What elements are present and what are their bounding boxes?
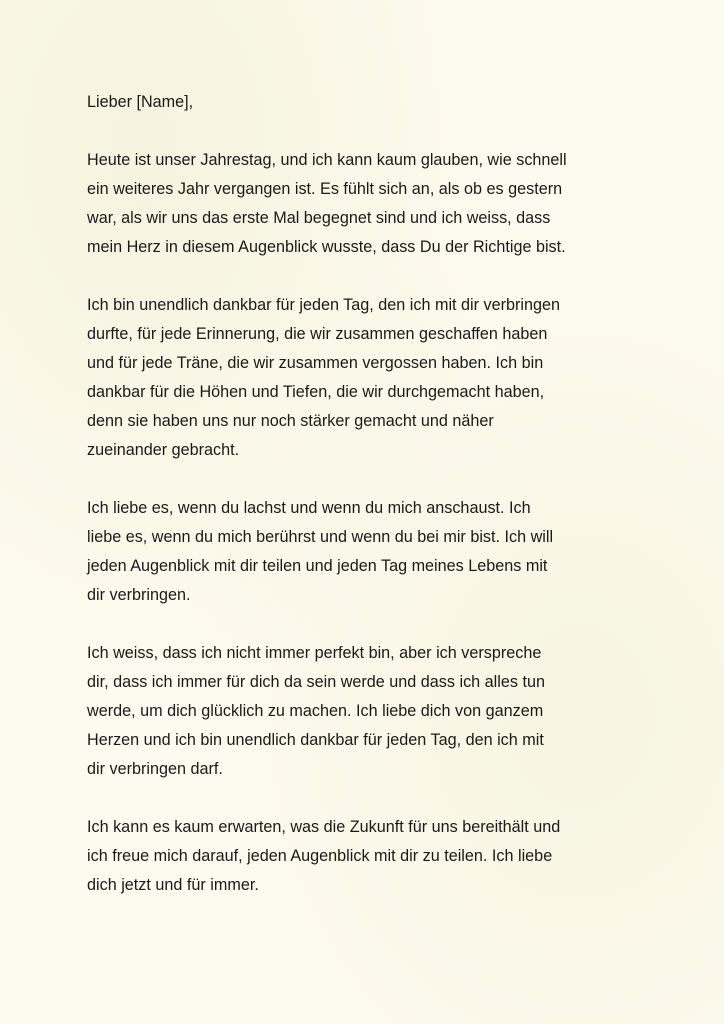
paragraph-line: dir verbringen darf. — [87, 760, 223, 778]
paragraph-gap — [87, 262, 647, 291]
paragraph-line: ein weiteres Jahr vergangen ist. Es fühlt sich an, als ob es gestern — [87, 180, 563, 198]
paragraph-line: war, als wir uns das erste Mal begegnet sind und ich weiss, dass — [87, 209, 551, 227]
paragraph-4 — [87, 639, 647, 784]
paragraph-gap — [87, 610, 647, 639]
paragraph-gap — [87, 465, 647, 494]
paragraph-line: Herzen und ich bin unendlich dankbar für jeden Tag, den ich mit — [87, 731, 544, 749]
paragraph-line: dich jetzt und für immer. — [87, 876, 259, 894]
paragraph-line: ich freue mich darauf, jeden Augenblick mit dir zu teilen. Ich liebe — [87, 847, 553, 865]
paragraph-gap — [87, 117, 647, 146]
paragraph-line: Ich weiss, dass ich nicht immer perfekt bin, aber ich verspreche — [87, 644, 542, 662]
letter-body — [87, 88, 647, 900]
paragraph-line: Ich kann es kaum erwarten, was die Zukunft für uns bereithält und — [87, 818, 561, 836]
paragraph-line: Ich bin unendlich dankbar für jeden Tag, den ich mit dir verbringen — [87, 296, 561, 314]
paragraph-1 — [87, 146, 647, 262]
paragraph-3 — [87, 494, 647, 610]
paragraph-line: jeden Augenblick mit dir teilen und jeden Tag meines Lebens mit — [87, 557, 548, 575]
paragraph-gap — [87, 784, 647, 813]
salutation: Lieber [Name], — [87, 93, 194, 111]
paragraph-line: Heute ist unser Jahrestag, und ich kann kaum glauben, wie schnell — [87, 151, 567, 169]
paragraph-line: zueinander gebracht. — [87, 441, 240, 459]
paragraph-line: durfte, für jede Erinnerung, die wir zusammen geschaffen haben — [87, 325, 548, 343]
paragraph-line: dir verbringen. — [87, 586, 191, 604]
paragraph-line: dankbar für die Höhen und Tiefen, die wir durchgemacht haben, — [87, 383, 545, 401]
paragraph-line: und für jede Träne, die wir zusammen vergossen haben. Ich bin — [87, 354, 544, 372]
paragraph-line: mein Herz in diesem Augenblick wusste, dass Du der Richtige bist. — [87, 238, 566, 256]
paragraph-2 — [87, 291, 647, 465]
paragraph-line: liebe es, wenn du mich berührst und wenn du bei mir bist. Ich will — [87, 528, 554, 546]
paragraph-line: Ich liebe es, wenn du lachst und wenn du mich anschaust. Ich — [87, 499, 531, 517]
paragraph-line: werde, um dich glücklich zu machen. Ich liebe dich von ganzem — [87, 702, 544, 720]
paragraph-line: dir, dass ich immer für dich da sein werde und dass ich alles tun — [87, 673, 545, 691]
paragraph-line: denn sie haben uns nur noch stärker gemacht und näher — [87, 412, 494, 430]
paragraph-5 — [87, 813, 647, 900]
